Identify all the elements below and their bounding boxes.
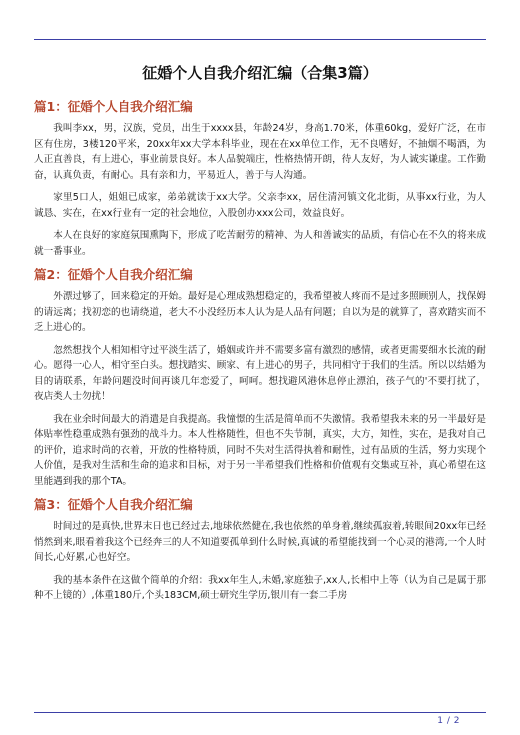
paragraph: 我在业余时间最大的消遣是自我提高。我憧憬的生活是简单而不失激情。我希望我未来的另一半最好是体贴率性稳重成熟有强劲的战斗力。本人性格随性，但也不失节制，真实，大方，知性，实在，是我对自己的评价，追求时尚的衣着，开放的性格特质，同时不失对生活得执着和耐性，过有品质的生活，努力实现个人价值，是我对生活和生命的追求和目标，对于另一半希望我们性格和价值观有交集或互补，真心希望在这里能遇到我的那个TA。 <box>34 413 486 487</box>
document-title: 征婚个人自我介绍汇编（合集3篇） <box>142 64 378 82</box>
paragraph: 忽然想找个人相知相守过平淡生活了，婚姻或许并不需要多富有激烈的感情，或者更需要细水长流的耐心。愿得一心人，相守至白头。想找踏实、顾家、有上进心的男子，共同相守于我们的生活。所以以结婚为目的请联系，年龄问题没时间再谈几年恋爱了，呵呵。想找避风港休息停止漂泊，孩子气的'不要打扰了，夜店类人士勿扰！ <box>34 344 486 402</box>
section-1 <box>34 98 486 259</box>
section-2 <box>34 266 486 489</box>
document-body <box>34 62 486 611</box>
paragraph: 本人在良好的家庭氛围熏陶下，形成了吃苦耐劳的精神、为人和善诚实的品质，有信心在不久的将来成就一番事业。 <box>34 230 486 257</box>
header-rule <box>34 39 486 40</box>
section-heading: 篇1：征婚个人自我介绍汇编 <box>34 99 193 114</box>
paragraph: 外漂过够了，回来稳定的开始。最好是心理成熟想稳定的，我希望被人疼而不是过多照顾别人，找保姆的请远离；找初恋的也请绕道，老大不小没经历本人认为是人品有问题；自以为是的就算了，喜欢踏实而不乏上进心的。 <box>34 291 486 333</box>
section-heading: 篇2：征婚个人自我介绍汇编 <box>34 267 193 282</box>
page-indicator: 1 / 2 <box>437 716 460 726</box>
section-heading: 篇3：征婚个人自我介绍汇编 <box>34 497 193 512</box>
paragraph: 家里5口人，姐姐已成家，弟弟就读于xx大学。父亲李xx，居住清河镇文化北街，从事xx行业，为人诚恳、实在，在xx行业有一定的社会地位，入股创办xxx公司，效益良好。 <box>34 192 486 219</box>
paragraph: 时间过的是真快,世界末日也已经过去,地球依然健在,我也依然的单身着,继续孤寂着,转眼间20xx年已经悄然到来,眼看着我这个已经奔三的人不知道要孤单到什么时候,真诚的希望能找到一个心灵的港湾,一个人时间长,心好累,心也好空。 <box>34 521 486 563</box>
section-3 <box>34 496 486 604</box>
paragraph: 我的基本条件在这做个简单的介绍：我xx年生人,未婚,家庭独子,xx人,长相中上等（认为自己是属于那种不上镜的）,体重180斤,个头183CM,硕士研究生学历,银川有一套二手房 <box>34 574 486 601</box>
footer-rule <box>34 712 486 713</box>
paragraph: 我叫李xx，男，汉族，党员，出生于xxxx县，年龄24岁，身高1.70米，体重60kg，爱好广泛，在市区有住房，3楼120平米，20xx年xx大学本科毕业，现在在xx单位工作，无不良嗜好，不抽烟不喝酒，为人正直善良，有上进心，事业前景良好。本人品貌端庄，性格热情开朗，待人友好，为人诚实谦虚。工作勤奋，认真负责，有耐心。具有亲和力，平易近人，善于与人沟通。 <box>34 123 486 181</box>
